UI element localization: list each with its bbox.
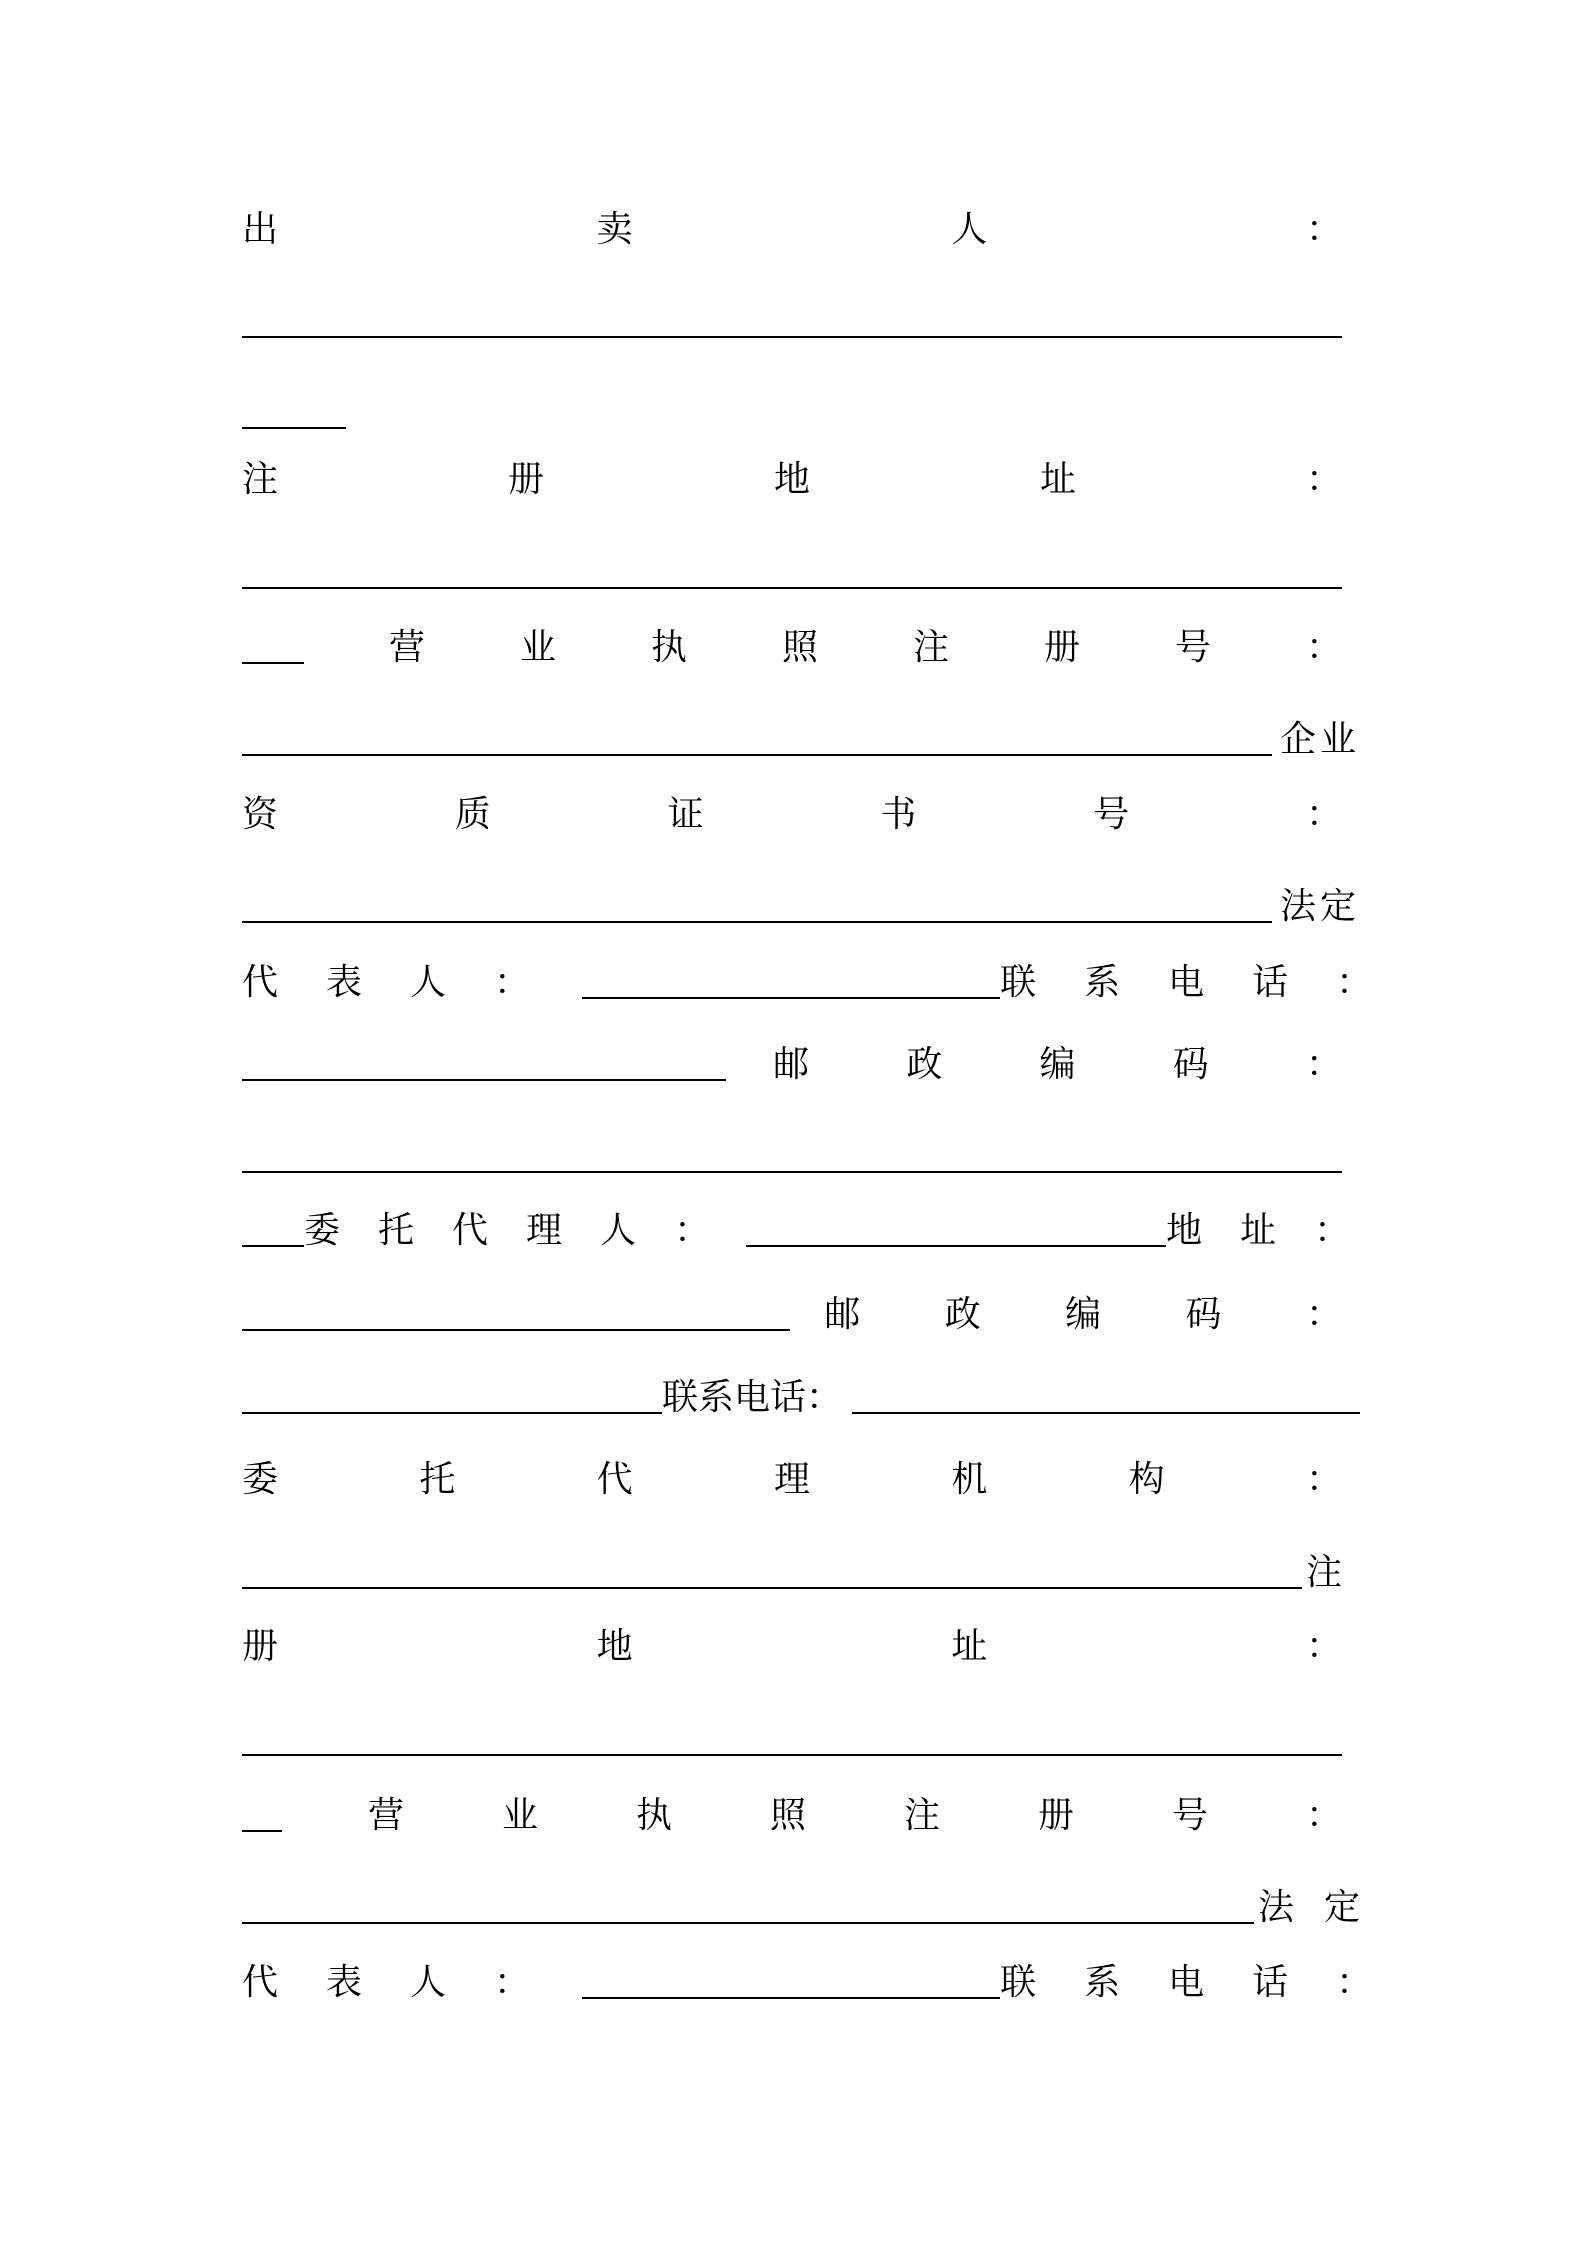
agency-label-char: 代 xyxy=(596,1459,633,1500)
seller-postal-char: ： xyxy=(1305,1044,1342,1085)
seller-name-blank-continued-line xyxy=(242,383,1342,443)
agency-label-char: 理 xyxy=(773,1459,810,1500)
agency-reg-address-blank-tail[interactable] xyxy=(242,1800,282,1832)
seller-name-blank[interactable] xyxy=(242,306,1342,338)
seller-legal-rep-char: 人 xyxy=(410,962,447,1003)
seller-phone-blank[interactable] xyxy=(242,1049,726,1081)
agency-license-char: 注 xyxy=(903,1795,940,1836)
seller-qualification-char: ： xyxy=(1305,794,1342,835)
seller-legal-rep-line xyxy=(242,953,1373,1013)
seller-license-char: 册 xyxy=(1043,627,1080,668)
agent-phone-blank[interactable] xyxy=(852,1382,1360,1414)
agent-postal-char: 编 xyxy=(1065,1294,1102,1335)
agent-postal-line xyxy=(242,1285,1342,1345)
seller-postal-char: 编 xyxy=(1039,1044,1076,1085)
seller-postal-blank[interactable] xyxy=(242,1141,1342,1173)
seller-qualification-char: 书 xyxy=(880,794,917,835)
seller-label-char: 卖 xyxy=(596,209,633,250)
seller-qualification-char: 证 xyxy=(667,794,704,835)
agency-legal-rep-char: ： xyxy=(494,1962,531,2003)
seller-qualification-char: 号 xyxy=(1093,794,1130,835)
agent-line xyxy=(242,1201,1351,1261)
agent-postal-char: 码 xyxy=(1185,1294,1222,1335)
agent-label-char: 理 xyxy=(526,1210,563,1251)
agency-license-char: 号 xyxy=(1171,1795,1208,1836)
seller-postal-blank-line xyxy=(242,1127,1342,1187)
agent-address-char: 地 xyxy=(1166,1210,1203,1251)
seller-reg-address-char: ： xyxy=(1305,459,1342,500)
agency-phone-char: 系 xyxy=(1084,1962,1121,2003)
seller-license-line xyxy=(242,618,1342,678)
agency-legal-rep-line xyxy=(242,1953,1373,2013)
agency-license-char: 业 xyxy=(501,1795,538,1836)
agency-legal-rep-char: 代 xyxy=(242,1962,279,2003)
seller-label-line xyxy=(242,200,1342,260)
agency-name-blank-line xyxy=(242,1543,1342,1603)
seller-license-blank[interactable] xyxy=(242,724,1272,756)
seller-legal-rep-char: 代 xyxy=(242,962,279,1003)
agency-license-char: 照 xyxy=(769,1795,806,1836)
agency-license-blank-line xyxy=(242,1878,1360,1938)
seller-legal-rep-prefix: 法定 xyxy=(1279,886,1360,927)
seller-qualification-blank[interactable] xyxy=(242,891,1272,923)
seller-label-char: 人 xyxy=(951,209,988,250)
agency-reg-address-blank-line xyxy=(242,1710,1342,1770)
seller-qualification-line xyxy=(242,785,1342,845)
agency-label-char: ： xyxy=(1305,1459,1342,1500)
agent-label-char: ： xyxy=(674,1210,711,1251)
seller-qualification-char: 资 xyxy=(242,794,279,835)
seller-reg-address-blank[interactable] xyxy=(242,557,1342,589)
agency-license-char: 册 xyxy=(1037,1795,1074,1836)
seller-phone-char: 话 xyxy=(1252,962,1289,1003)
agency-label-line xyxy=(242,1450,1342,1510)
agent-address-char: 址 xyxy=(1240,1210,1277,1251)
seller-license-char: 号 xyxy=(1174,627,1211,668)
agency-legal-rep-blank[interactable] xyxy=(582,1967,1000,1999)
seller-phone-char: 联 xyxy=(1000,962,1037,1003)
agency-reg-address-blank[interactable] xyxy=(242,1724,1342,1756)
seller-license-blank-line xyxy=(242,710,1360,770)
seller-label-char: ： xyxy=(1305,209,1342,250)
agent-postal-char: 政 xyxy=(944,1294,981,1335)
seller-name-blank-line xyxy=(242,292,1342,352)
enterprise-label: 企业 xyxy=(1279,719,1360,760)
seller-reg-address-char: 地 xyxy=(773,459,810,500)
agency-name-blank[interactable] xyxy=(242,1557,1302,1589)
agency-license-char: ： xyxy=(1305,1795,1342,1836)
agent-label-char: 人 xyxy=(600,1210,637,1251)
seller-license-char: 营 xyxy=(388,627,425,668)
agent-name-blank[interactable] xyxy=(746,1215,1166,1247)
agency-reg-address-char: 册 xyxy=(242,1626,279,1667)
agency-phone-char: 电 xyxy=(1168,1962,1205,2003)
agent-label-char: 代 xyxy=(452,1210,489,1251)
agency-reg-prefix: 注 xyxy=(1305,1552,1342,1593)
agency-label-char: 机 xyxy=(951,1459,988,1500)
agency-phone-char: 话 xyxy=(1252,1962,1289,2003)
seller-name-blank-continued[interactable] xyxy=(242,397,346,429)
seller-license-char: 照 xyxy=(781,627,818,668)
agency-legal-rep-char: 人 xyxy=(410,1962,447,2003)
agency-phone-char: 联 xyxy=(1000,1962,1037,2003)
agency-legal-rep-prefix-char: 法 xyxy=(1257,1887,1294,1928)
agent-phone-line xyxy=(242,1368,1360,1428)
agency-label-char: 委 xyxy=(242,1459,279,1500)
seller-license-char: 业 xyxy=(519,627,556,668)
seller-reg-address-char: 册 xyxy=(507,459,544,500)
agency-label-char: 构 xyxy=(1128,1459,1165,1500)
agency-legal-rep-char: 表 xyxy=(326,1962,363,2003)
agent-postal-blank[interactable] xyxy=(242,1382,662,1414)
agency-reg-address-char: 地 xyxy=(596,1626,633,1667)
seller-reg-address-char: 注 xyxy=(242,459,279,500)
seller-license-char: ： xyxy=(1305,627,1342,668)
agency-license-char: 执 xyxy=(635,1795,672,1836)
agent-postal-char: 邮 xyxy=(824,1294,861,1335)
seller-reg-address-blank-tail[interactable] xyxy=(242,632,304,664)
agency-reg-address-line xyxy=(242,1617,1342,1677)
seller-legal-rep-blank[interactable] xyxy=(582,967,1000,999)
seller-postal-line xyxy=(242,1035,1342,1095)
agency-phone-char: ： xyxy=(1336,1962,1373,2003)
agent-label-char: 托 xyxy=(378,1210,415,1251)
agent-address-blank[interactable] xyxy=(242,1299,790,1331)
seller-legal-rep-char: ： xyxy=(494,962,531,1003)
seller-postal-char: 政 xyxy=(906,1044,943,1085)
seller-license-char: 注 xyxy=(912,627,949,668)
agent-address-char: ： xyxy=(1314,1210,1351,1251)
agency-license-char: 营 xyxy=(367,1795,404,1836)
seller-reg-address-line xyxy=(242,450,1342,510)
seller-label-char: 出 xyxy=(242,209,279,250)
agency-reg-address-char: 址 xyxy=(951,1626,988,1667)
agent-label-char: 委 xyxy=(304,1210,341,1251)
seller-postal-char: 邮 xyxy=(773,1044,810,1085)
seller-postal-blank-tail[interactable] xyxy=(242,1215,304,1247)
agent-postal-char: ： xyxy=(1305,1294,1342,1335)
seller-reg-address-char: 址 xyxy=(1039,459,1076,500)
seller-phone-char: 系 xyxy=(1084,962,1121,1003)
agency-label-char: 托 xyxy=(419,1459,456,1500)
agency-license-blank[interactable] xyxy=(242,1892,1254,1924)
seller-phone-char: 电 xyxy=(1168,962,1205,1003)
seller-postal-char: 码 xyxy=(1172,1044,1209,1085)
seller-legal-rep-char: 表 xyxy=(326,962,363,1003)
agency-legal-rep-prefix-char: 定 xyxy=(1323,1887,1360,1928)
agency-license-line xyxy=(242,1786,1342,1846)
seller-qualification-blank-line xyxy=(242,877,1360,937)
seller-phone-char: ： xyxy=(1336,962,1373,1003)
seller-reg-address-blank-line xyxy=(242,543,1342,603)
agent-phone-label: 联系电话： xyxy=(662,1377,843,1418)
seller-qualification-char: 质 xyxy=(454,794,491,835)
seller-license-char: 执 xyxy=(650,627,687,668)
agency-reg-address-char: ： xyxy=(1305,1626,1342,1667)
